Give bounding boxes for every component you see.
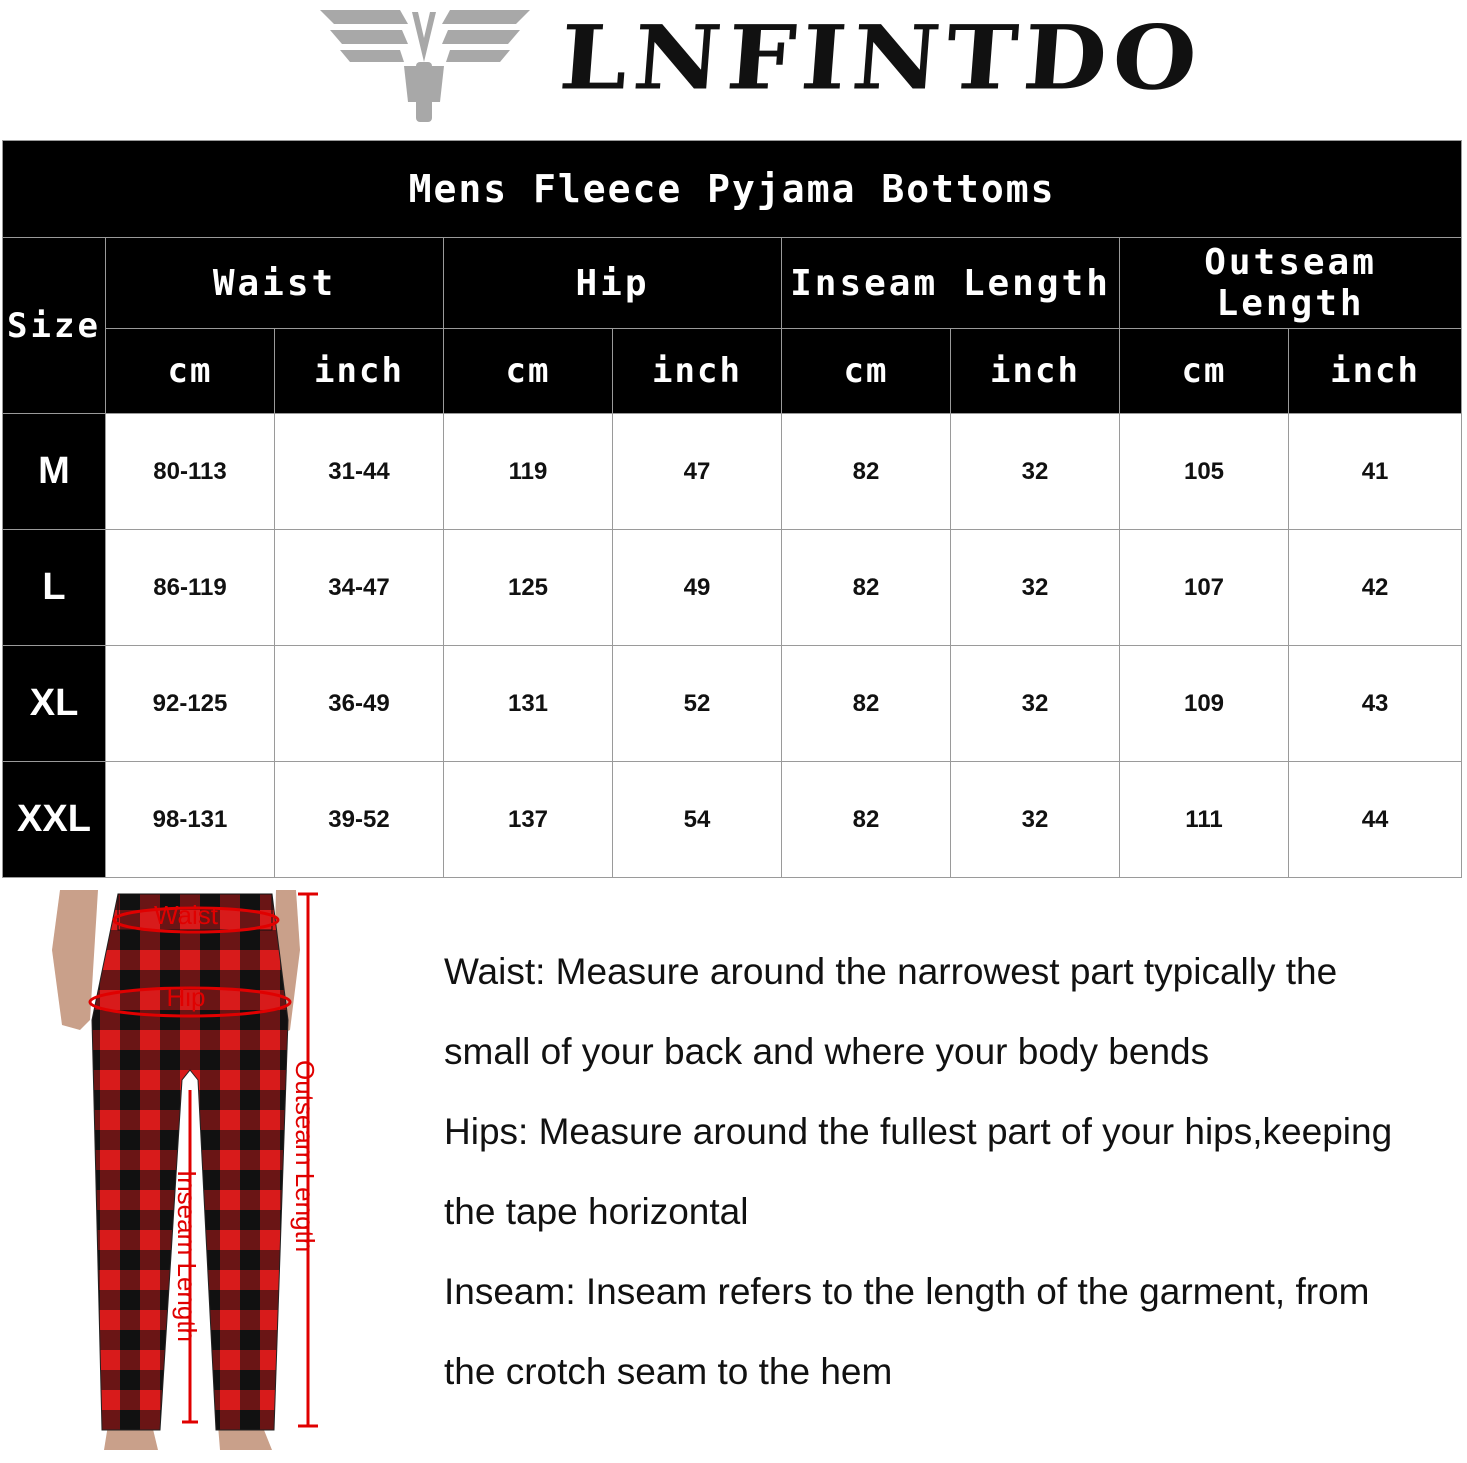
table-cell: 32 <box>951 762 1120 878</box>
table-cell: 105 <box>1120 414 1289 530</box>
table-cell: 80-113 <box>106 414 275 530</box>
table-cell: 92-125 <box>106 646 275 762</box>
table-cell: 125 <box>444 530 613 646</box>
waist-group-header: Waist <box>106 238 444 329</box>
unit-header: inch <box>613 329 782 414</box>
note-line: Hips: Measure around the fullest part of your hips,keeping <box>444 1111 1393 1152</box>
size-column-header: Size <box>3 238 106 414</box>
hip-label: Hip <box>166 982 206 1012</box>
inseam-label: Inseam Length <box>172 1170 202 1343</box>
table-cell: 54 <box>613 762 782 878</box>
size-label: L <box>3 530 106 646</box>
table-cell: 34-47 <box>275 530 444 646</box>
table-cell: 82 <box>782 414 951 530</box>
unit-header: cm <box>106 329 275 414</box>
table-row <box>3 646 1462 762</box>
table-cell: 41 <box>1289 414 1462 530</box>
table-cell: 32 <box>951 530 1120 646</box>
table-cell: 39-52 <box>275 762 444 878</box>
size-chart-table <box>2 140 1462 878</box>
table-cell: 82 <box>782 646 951 762</box>
unit-header: inch <box>275 329 444 414</box>
table-cell: 47 <box>613 414 782 530</box>
brand-logo-icon <box>320 2 530 132</box>
table-cell: 32 <box>951 414 1120 530</box>
note-line: small of your back and where your body bends <box>444 1031 1210 1072</box>
waist-label: Waist <box>153 900 219 930</box>
table-cell: 119 <box>444 414 613 530</box>
table-cell: 111 <box>1120 762 1289 878</box>
measurement-notes <box>444 932 1467 1412</box>
table-cell: 137 <box>444 762 613 878</box>
note-line: Waist: Measure around the narrowest part typically the <box>444 951 1338 992</box>
outseam-group-header: Outseam Length <box>1120 238 1462 329</box>
inseam-group-header: Inseam Length <box>782 238 1120 329</box>
table-row <box>3 414 1462 530</box>
size-label: M <box>3 414 106 530</box>
pants-measurement-diagram <box>40 890 340 1460</box>
unit-header: cm <box>444 329 613 414</box>
brand-name: LNFINTDO <box>556 5 1207 110</box>
table-cell: 36-49 <box>275 646 444 762</box>
table-cell: 109 <box>1120 646 1289 762</box>
table-cell: 82 <box>782 530 951 646</box>
size-label: XXL <box>3 762 106 878</box>
note-line: the crotch seam to the hem <box>444 1351 893 1392</box>
table-cell: 32 <box>951 646 1120 762</box>
arm-shape <box>52 890 98 1030</box>
table-cell: 42 <box>1289 530 1462 646</box>
table-cell: 31-44 <box>275 414 444 530</box>
table-row <box>3 530 1462 646</box>
unit-header: inch <box>951 329 1120 414</box>
outseam-label: Outseam Length <box>290 1060 320 1253</box>
note-line: the tape horizontal <box>444 1191 749 1232</box>
table-cell: 98-131 <box>106 762 275 878</box>
table-title: Mens Fleece Pyjama Bottoms <box>3 141 1462 238</box>
unit-header: cm <box>782 329 951 414</box>
table-cell: 49 <box>613 530 782 646</box>
table-cell: 131 <box>444 646 613 762</box>
unit-header: cm <box>1120 329 1289 414</box>
table-cell: 52 <box>613 646 782 762</box>
table-cell: 107 <box>1120 530 1289 646</box>
table-cell: 86-119 <box>106 530 275 646</box>
hip-group-header: Hip <box>444 238 782 329</box>
table-cell: 43 <box>1289 646 1462 762</box>
note-line: Inseam: Inseam refers to the length of the garment, from <box>444 1271 1370 1312</box>
table-row <box>3 762 1462 878</box>
table-cell: 82 <box>782 762 951 878</box>
size-label: XL <box>3 646 106 762</box>
unit-header: inch <box>1289 329 1462 414</box>
table-cell: 44 <box>1289 762 1462 878</box>
